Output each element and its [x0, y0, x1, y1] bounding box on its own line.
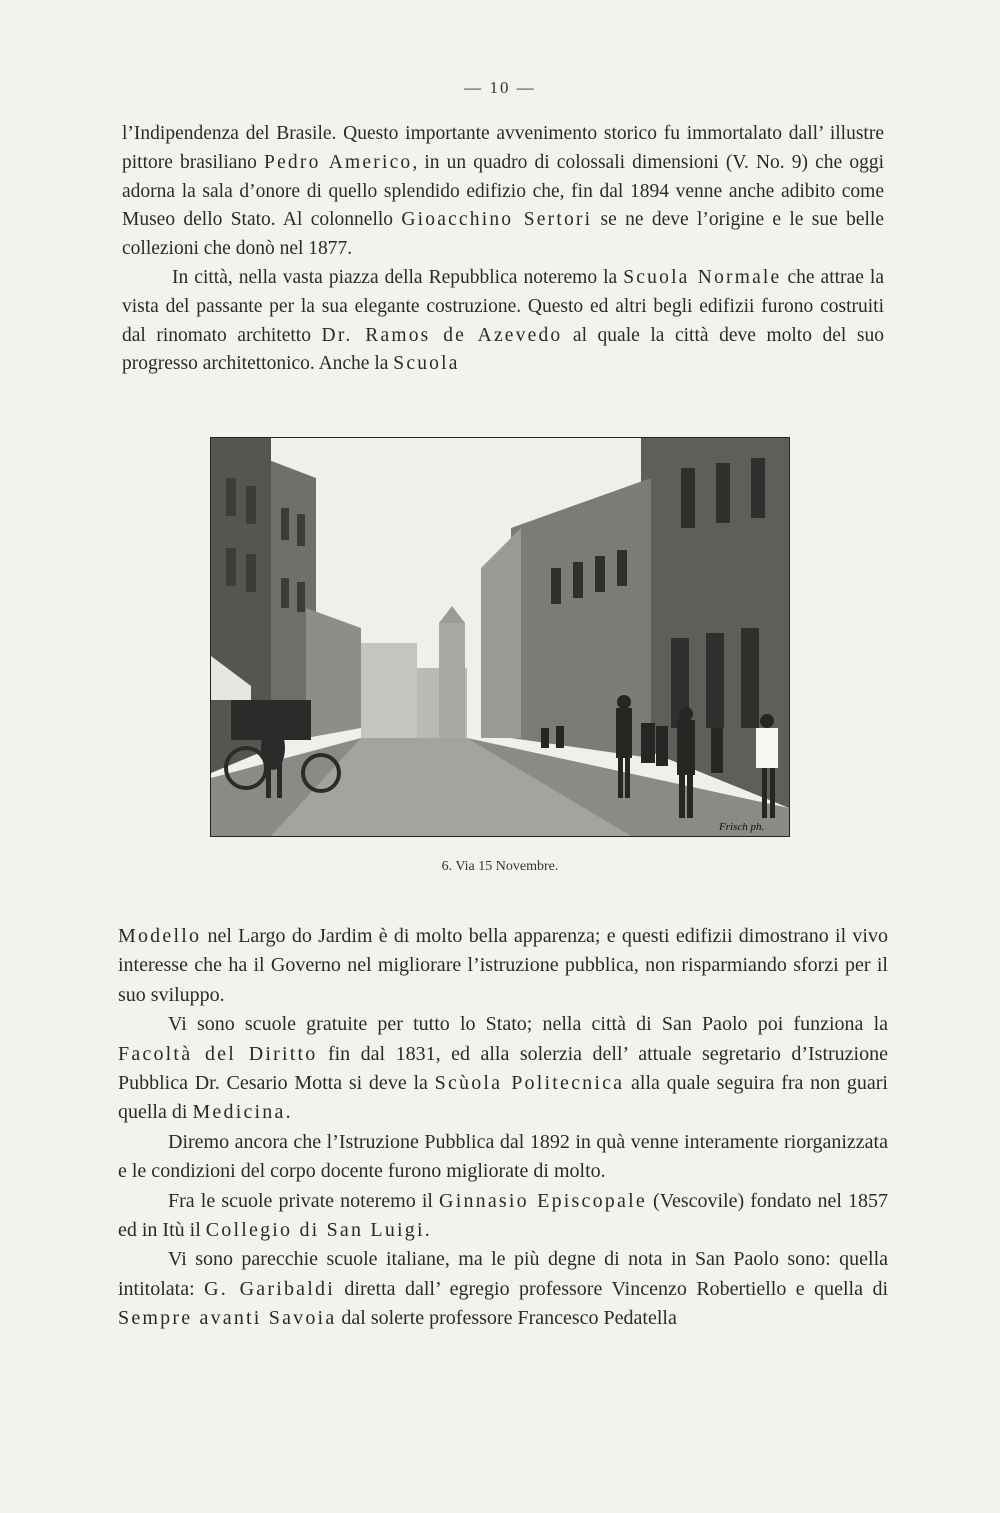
spaced-emphasis-text: Scuola: [393, 353, 460, 375]
photographer-signature: Frisch ph.: [719, 821, 765, 833]
bottom-paragraph: [118, 1187, 888, 1246]
paragraph-text: Fra le scuole private noteremo il: [168, 1189, 440, 1212]
paragraph-text: diretta dall’ egregio professore Vincenzo Robertiello e quella di: [334, 1277, 889, 1300]
paragraph-text: alla quale seguira fra non guari quella di: [118, 1072, 888, 1124]
paragraph-text: Vi sono scuole gratuite per tutto lo Stato; nella città di San Paolo poi funziona la: [168, 1013, 888, 1036]
bottom-paragraph: [118, 922, 888, 1010]
paragraph-text: fin dal 1831, ed alla solerzia dell’ attuale segretario d’Istruzione Pubblica Dr. Cesario Motta si deve la: [118, 1042, 888, 1095]
paragraph-text: nel Largo do Jardim è di molto bella apparenza; e questi edifizii dimostrano il vivo interesse che ha il Governo nel migliorare l’istruzione pubblica, non risparmiando sforzi per il suo sviluppo.: [118, 925, 888, 1006]
spaced-emphasis-text: Facoltà del Diritto: [118, 1042, 318, 1065]
paragraph-text: , in un quadro di colossali dimensioni (V. No. 9) che oggi adorna la sala d’onore di quello splendido edifizio che, fin dal 1894 venne anche adibito come Museo dello Stato. Al colonnello: [122, 151, 884, 231]
top-paragraph: [122, 120, 884, 264]
paragraph-text: se ne deve l’origine e le sue belle collezioni che donò nel 1877.: [122, 209, 884, 260]
spaced-emphasis-text: Ginnasio Episcopale: [439, 1189, 647, 1212]
spaced-emphasis-text: Pedro Americo: [264, 151, 413, 173]
paragraph-text: Diremo ancora che l’Istruzione Pubblica dal 1892 in quà venne interamente riorganizzata e le condizioni del corpo docente furono migliorate di molto.: [118, 1130, 888, 1183]
bottom-text-block: [118, 922, 888, 1334]
paragraph-text: In città, nella vasta piazza della Repubblica noteremo la: [172, 266, 624, 288]
paragraph-text: Vi sono parecchie scuole italiane, ma le più degne di nota in San Paolo sono: quella intitolata:: [118, 1248, 888, 1300]
top-paragraph: [122, 264, 884, 379]
paragraph-text: al quale la città deve molto del suo progresso architettonico. Anche la: [122, 324, 884, 375]
street-photograph: [210, 437, 790, 837]
spaced-emphasis-text: Medicina: [192, 1101, 286, 1124]
spaced-emphasis-text: Dr. Ramos de Azevedo: [321, 324, 563, 346]
spaced-emphasis-text: Collegio di San Luigi: [205, 1219, 425, 1242]
spaced-emphasis-text: Sempre avanti Savoia: [118, 1307, 337, 1330]
bottom-paragraph: [118, 1010, 888, 1128]
paragraph-text: dal solerte professore Francesco Pedatella: [336, 1307, 677, 1330]
street-scene-illustration: [211, 438, 789, 836]
photo-caption: 6. Via 15 Novembre.: [441, 859, 559, 874]
bottom-paragraph: [118, 1245, 888, 1333]
page-number: — 10 —: [464, 78, 536, 97]
paragraph-text: che attrae la vista del passante per la sua elegante costruzione. Questo ed altri begli edifizii furono costruiti dal rinomato architetto: [122, 266, 884, 346]
spaced-emphasis-text: Scùola Politecnica: [434, 1072, 625, 1095]
spaced-emphasis-text: G. Garibaldi: [204, 1277, 335, 1300]
paragraph-text: .: [285, 1101, 291, 1124]
spaced-emphasis-text: Scuola Normale: [623, 266, 782, 288]
spaced-emphasis-text: Gioacchino Sertori: [401, 209, 593, 231]
paragraph-text: (Vescovile) fondato nel 1857 ed in Itù il: [118, 1189, 888, 1242]
paragraph-text: l’Indipendenza del Brasile. Questo importante avvenimento storico fu immortalato dall’ illustre pittore brasiliano: [122, 123, 884, 173]
spaced-emphasis-text: Modello: [118, 925, 202, 947]
paragraph-text: .: [424, 1219, 430, 1242]
bottom-paragraph: [118, 1128, 888, 1187]
top-text-block: [122, 120, 884, 379]
